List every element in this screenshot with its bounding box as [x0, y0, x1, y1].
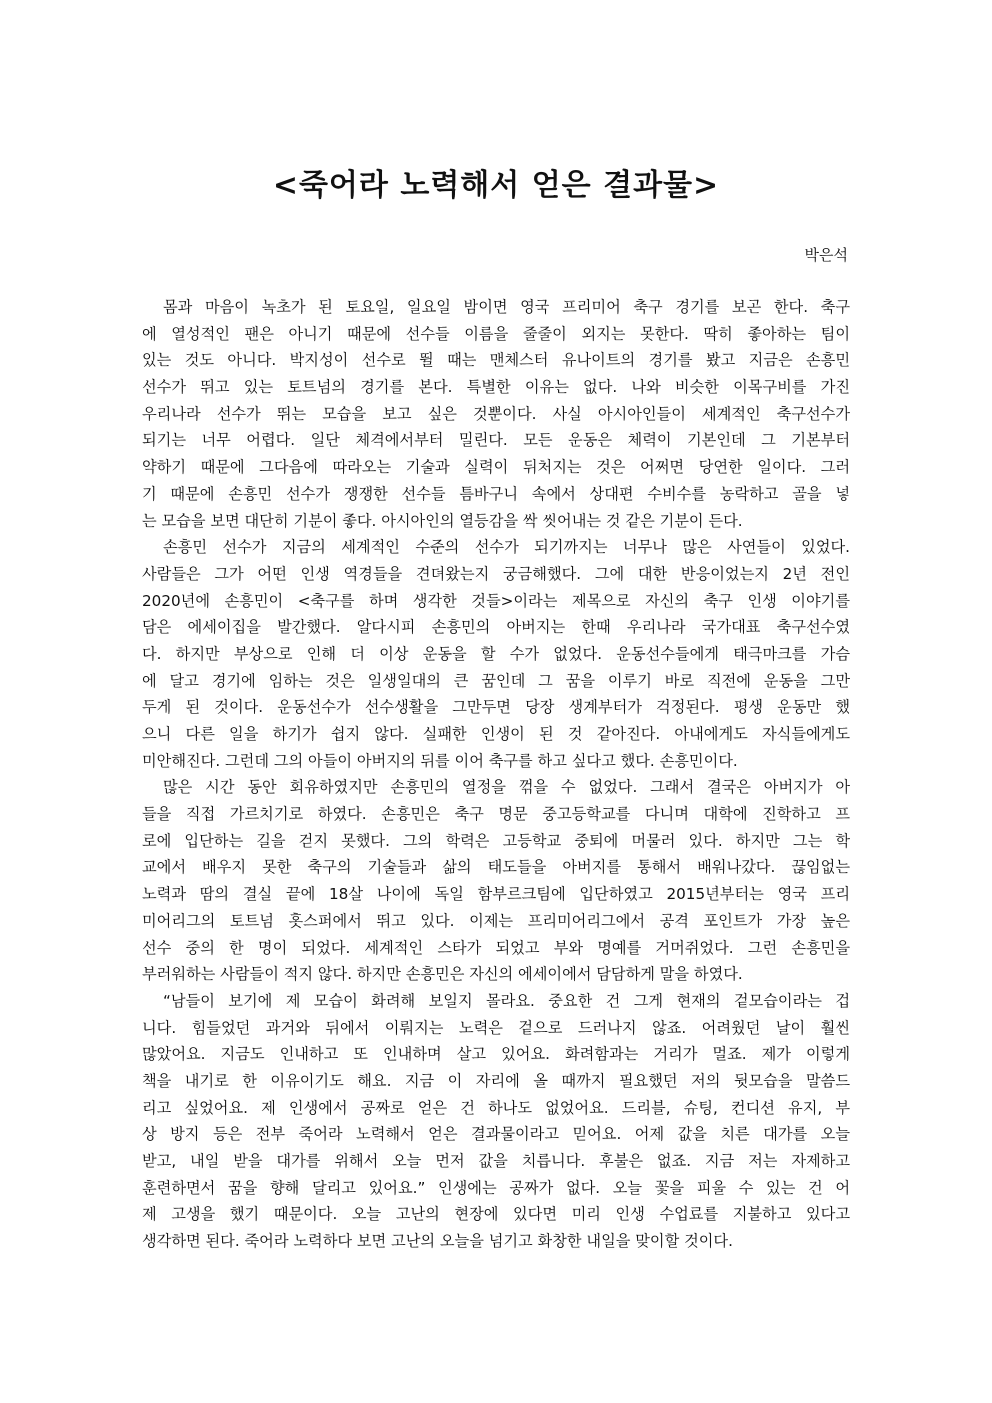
text-line: 선수가 뛰고 있는 토트넘의 경기를 본다. 특별한 이유는 없다. 나와 비슷한 이목구비를 가진: [142, 378, 850, 397]
text-line: 생각하면 된다. 죽어라 노력하다 보면 고난의 오늘을 넘기고 화창한 내일을 맞이할 것이다.: [142, 1232, 733, 1251]
text-line: 들을 직접 가르치기로 하였다. 손흥민은 축구 명문 중고등학교를 다니며 대학에 진학하고 프: [142, 805, 850, 824]
text-line: 부러워하는 사람들이 적지 않다. 하지만 손흥민은 자신의 에세이에서 담담하게 말을 하였다.: [142, 965, 743, 984]
text-line: 미어리그의 토트넘 홋스퍼에서 뛰고 있다. 이제는 프리미어리그에서 공격 포인트가 가장 높은: [142, 911, 850, 930]
text-line: 리고 싶었어요. 제 인생에서 공짜로 얻은 건 하나도 없었어요. 드리블, 슈팅, 컨디션 유지, 부: [142, 1098, 850, 1117]
text-line: 로에 입단하는 길을 걷지 못했다. 그의 학력은 고등학교 중퇴에 머물러 있다. 하지만 그는 학: [142, 831, 850, 850]
text-line: 기 때문에 손흥민 선수가 쟁쟁한 선수들 틈바구니 속에서 상대편 수비수를 농락하고 골을 넣: [142, 484, 850, 503]
text-line: 에 달고 경기에 임하는 것은 일생일대의 큰 꿈인데 그 꿈을 이루기 바로 직전에 운동을 그만: [142, 671, 850, 690]
text-line: 미안해진다. 그런데 그의 아들이 아버지의 뒤를 이어 축구를 하고 싶다고 했다. 손흥민이다.: [142, 751, 738, 770]
text-line: 훈련하면서 꿈을 향해 달리고 있어요.” 인생에는 공짜가 없다. 오늘 꽃을 피울 수 있는 건 어: [142, 1178, 850, 1197]
text-line: 손흥민 선수가 지금의 세계적인 수준의 선수가 되기까지는 너무나 많은 사연들이 있었다.: [163, 538, 850, 557]
author-name: 박은석: [804, 246, 848, 264]
text-line: 약하기 때문에 그다음에 따라오는 기술과 실력이 뒤처지는 것은 어쩌면 당연한 일이다. 그러: [142, 458, 850, 477]
text-line: 되기는 너무 어렵다. 일단 체격에서부터 밀린다. 모든 운동은 체력이 기본인데 그 기본부터: [142, 431, 850, 450]
text-line: 상 방지 등은 전부 죽어라 노력해서 얻은 결과물이라고 믿어요. 어제 값을 치른 대가를 오늘: [142, 1125, 850, 1144]
text-line: 으니 다른 일을 하기가 쉽지 않다. 실패한 인생이 된 것 같아진다. 아내에게도 자식들에게도: [142, 725, 850, 743]
text-line: 노력과 땀의 결실 끝에 18살 나이에 독일 함부르크팀에 입단하였고 2015년부터는 영국 프리: [142, 885, 850, 904]
text-line: 있는 것도 아니다. 박지성이 선수로 뛸 때는 맨체스터 유나이트의 경기를 봤고 지금은 손흥민: [142, 351, 850, 370]
paragraph: [142, 534, 850, 774]
text-line: 다. 하지만 부상으로 인해 더 이상 운동을 할 수가 없었다. 운동선수들에게 태극마크를 가슴: [142, 644, 850, 663]
text-line: 선수 중의 한 명이 되었다. 세계적인 스타가 되었고 부와 명예를 거머쥐었다. 그런 손흥민을: [142, 938, 850, 957]
text-line: 두게 된 것이다. 운동선수가 선수생활을 그만두면 당장 생계부터가 걱정된다. 평생 운동만 했: [142, 698, 850, 717]
text-line: 에 열성적인 팬은 아니기 때문에 선수들 이름을 줄줄이 외지는 못한다. 딱히 좋아하는 팀이: [142, 324, 850, 343]
text-line: 담은 에세이집을 발간했다. 알다시피 손흥민의 아버지는 한때 우리나라 국가대표 축구선수였: [142, 618, 850, 637]
paragraph: [142, 294, 850, 534]
text-line: 몸과 마음이 녹초가 된 토요일, 일요일 밤이면 영국 프리미어 축구 경기를 보곤 한다. 축구: [163, 298, 850, 316]
text-line: 교에서 배우지 못한 축구의 기술들과 삶의 태도들을 아버지를 통해서 배워나갔다. 끊임없는: [142, 858, 850, 877]
paragraph: [142, 774, 850, 988]
text-line: 책을 내기로 한 이유이기도 해요. 지금 이 자리에 올 때까지 필요했던 저의 뒷모습을 말씀드: [142, 1071, 850, 1090]
document-body: [142, 294, 850, 1255]
text-line: 받고, 내일 받을 대가를 위해서 오늘 먼저 값을 치릅니다. 후불은 없죠. 지금 저는 자제하고: [142, 1152, 850, 1170]
text-line: 우리나라 선수가 뛰는 모습을 보고 싶은 것뿐이다. 사실 아시아인들이 세계적인 축구선수가: [142, 404, 850, 423]
document-title: <죽어라 노력해서 얻은 결과물>: [272, 168, 720, 203]
text-line: 많은 시간 동안 회유하였지만 손흥민의 열정을 꺾을 수 없었다. 그래서 결국은 아버지가 아: [163, 778, 850, 797]
paragraph: [142, 988, 850, 1255]
text-line: 는 모습을 보면 대단히 기분이 좋다. 아시아인의 열등감을 싹 씻어내는 것 같은 기분이 든다.: [142, 511, 743, 530]
text-line: 제 고생을 했기 때문이다. 오늘 고난의 현장에 있다면 미리 인생 수업료를 지불하고 있다고: [142, 1205, 850, 1224]
text-line: 2020년에 손흥민이 <축구를 하며 생각한 것들>이라는 제목으로 자신의 축구 인생 이야기를: [142, 591, 850, 610]
text-line: 많았어요. 지금도 인내하고 또 인내하며 살고 있어요. 화려함과는 거리가 멀죠. 제가 이렇게: [142, 1045, 850, 1064]
text-line: 니다. 힘들었던 과거와 뒤에서 이뤄지는 노력은 겉으로 드러나지 않죠. 어려웠던 날이 훨씬: [142, 1018, 850, 1037]
text-line: “남들이 보기에 제 모습이 화려해 보일지 몰라요. 중요한 건 그게 현재의 겉모습이라는 겁: [163, 991, 850, 1010]
text-line: 사람들은 그가 어떤 인생 역경들을 견뎌왔는지 궁금해했다. 그에 대한 반응이었는지 2년 전인: [142, 564, 850, 583]
